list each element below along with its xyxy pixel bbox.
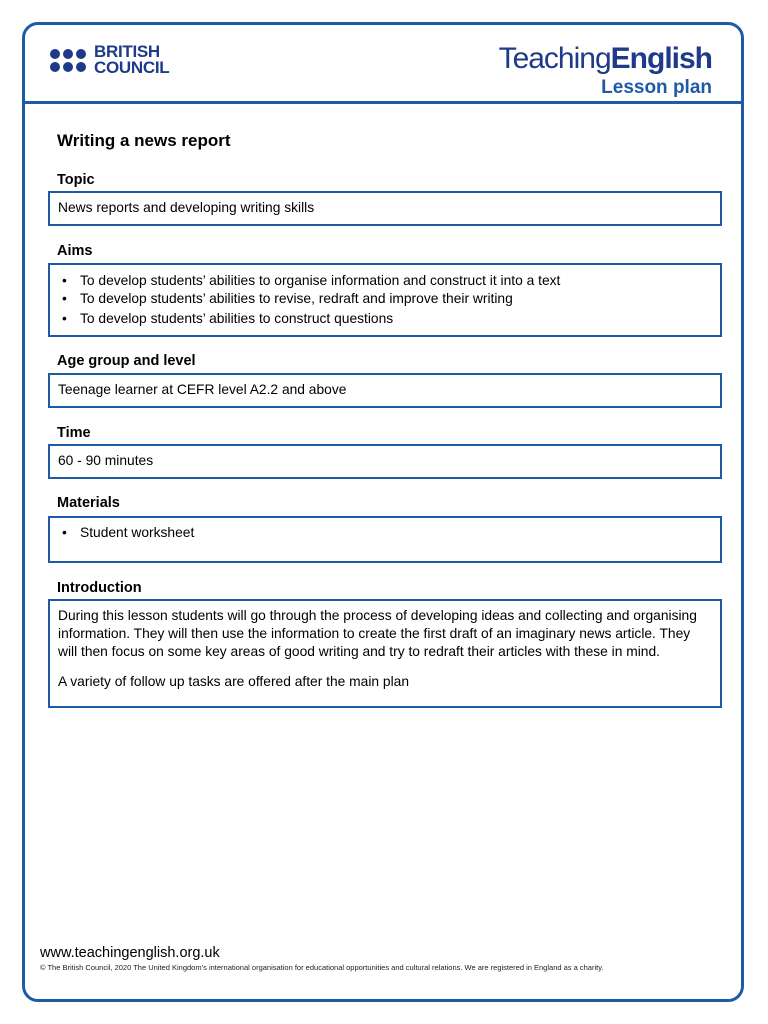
introduction-paragraph: During this lesson students will go through the process of developing ideas and collecting and organising information. They will then use the information to create the first draft of an imaginary news article. They will then focus on some key areas of good writing and try to redraft their articles with these in mind. bbox=[58, 608, 697, 659]
page-title: Writing a news report bbox=[57, 131, 231, 150]
time-text: 60 - 90 minutes bbox=[58, 453, 154, 468]
brand-light: Teaching bbox=[498, 42, 611, 75]
footer-copyright: © The British Council, 2020 The United Kingdom’s international organisation for educational opportunities and cultural relations. We are registered in England as a charity. bbox=[40, 963, 604, 972]
teaching-english-brand bbox=[499, 42, 712, 100]
logo-line-1: BRITISH bbox=[94, 42, 160, 61]
page-frame bbox=[22, 22, 744, 1002]
age-text: Teenage learner at CEFR level A2.2 and above bbox=[58, 382, 347, 397]
age-box bbox=[48, 373, 722, 408]
time-label: Time bbox=[57, 425, 91, 441]
introduction-label: Introduction bbox=[57, 580, 142, 596]
materials-box bbox=[48, 516, 722, 563]
introduction-box bbox=[48, 599, 722, 708]
list-item: • Student worksheet bbox=[58, 524, 712, 542]
british-council-dots-icon bbox=[50, 49, 86, 72]
header-divider bbox=[22, 101, 744, 104]
logo-line-2: COUNCIL bbox=[94, 58, 170, 77]
age-label: Age group and level bbox=[57, 353, 196, 369]
materials-label: Materials bbox=[57, 495, 120, 511]
footer-url[interactable]: www.teachingenglish.org.uk bbox=[40, 945, 220, 961]
list-item: • To develop students’ abilities to organise information and construct it into a text bbox=[58, 272, 712, 290]
aims-box bbox=[48, 263, 722, 337]
topic-box bbox=[48, 191, 722, 226]
aims-label: Aims bbox=[57, 243, 93, 259]
topic-label: Topic bbox=[57, 172, 95, 188]
topic-text: News reports and developing writing skills bbox=[58, 200, 315, 215]
introduction-paragraph: A variety of follow up tasks are offered after the main plan bbox=[58, 674, 409, 689]
list-item: • To develop students’ abilities to construct questions bbox=[58, 310, 712, 328]
brand-bold: English bbox=[610, 42, 712, 75]
list-item: • To develop students’ abilities to revise, redraft and improve their writing bbox=[58, 290, 712, 308]
document-type: Lesson plan bbox=[601, 77, 712, 98]
time-box bbox=[48, 444, 722, 479]
british-council-logo bbox=[50, 44, 169, 76]
